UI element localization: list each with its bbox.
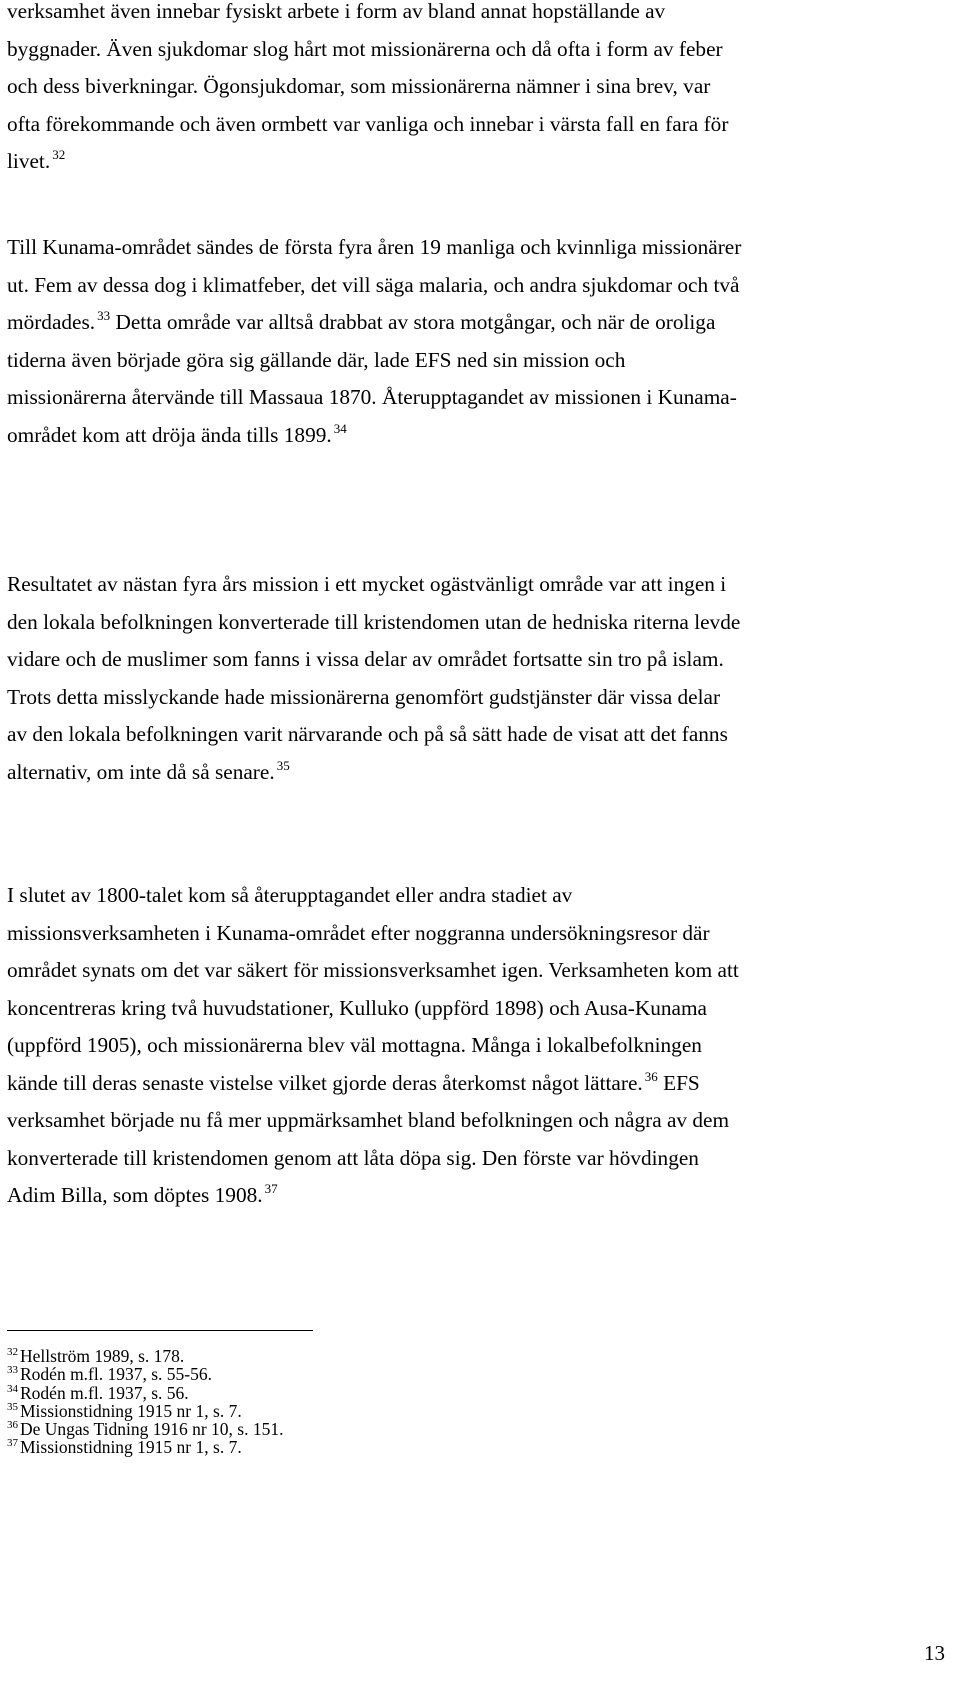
text-line: Till Kunama-området sändes de första fyra åren 19 manliga och kvinnliga missionärer — [7, 235, 742, 259]
text-line: ofta förekommande och även ormbett var vanliga och innebar i värsta fall en fara för — [7, 111, 729, 136]
text-line: Trots detta misslyckande hade missionärerna genomfört gudstjänster där vissa delar — [7, 684, 721, 709]
text-line: alternativ, om inte då så senare. $^{35}$ — [7, 757, 290, 784]
footnote-number: 32 — [7, 1346, 18, 1358]
footnote: $^{35}$ Missionstidning 1915 nr 1, s. 7. — [7, 1400, 242, 1421]
body-paragraph — [7, 877, 739, 1215]
text-line: den lokala befolkningen konverterade till kristendomen utan de hedniska riterna levde — [7, 609, 741, 634]
text-line: kände till deras senaste vistelse vilket gjorde deras återkomst något lättare. $^{36}$ EFS — [7, 1068, 700, 1095]
footnote-number: 33 — [7, 1364, 18, 1377]
text-line: området synats om det var säkert för missionsverksamhet igen. Verksamheten kom att — [7, 958, 739, 982]
text-line: mördades. $^{33}$ Detta område var alltså drabbat av stora motgångar, och när de oroliga — [7, 308, 716, 334]
footnote: $^{36}$ De Ungas Tidning 1916 nr 10, s. 151. — [7, 1419, 284, 1440]
text-line: vidare och de muslimer som fanns i vissa delar av området fortsatte sin tro på islam. — [7, 647, 724, 671]
footnote: $^{33}$ Rodén m.fl. 1937, s. 55-56. — [7, 1364, 213, 1385]
footnote-reference: 33 — [97, 308, 111, 323]
footnote-number: 36 — [7, 1419, 18, 1432]
footnote-number: 35 — [7, 1400, 18, 1413]
text-line: verksamhet började nu få mer uppmärksamhet bland befolkningen och några av dem — [7, 1108, 730, 1132]
text-line: området kom att dröja ända tills 1899. $^{34}$ — [7, 420, 347, 447]
footnotes — [7, 1347, 284, 1457]
text-line: koncentreras kring två huvudstationer, Kulluko (uppförd 1898) och Ausa-Kunama — [7, 995, 707, 1020]
footnote-reference: 32 — [52, 147, 66, 162]
text-line: av den lokala befolkningen varit närvarande och på så sätt hade de visat att det fanns — [7, 722, 728, 746]
text-line: Adim Billa, som döptes 1908. $^{37}$ — [7, 1181, 278, 1207]
footnote-reference: 35 — [276, 757, 290, 773]
text-line: verksamhet även innebar fysiskt arbete i form av bland annat hopställande av — [7, 0, 666, 23]
footnote-reference: 34 — [333, 420, 347, 436]
body-paragraph — [7, 229, 741, 454]
footnote-separator — [7, 1330, 313, 1331]
text-line: missionsverksamheten i Kunama-området efter noggranna undersökningsresor där — [7, 920, 710, 945]
footnote-reference: 36 — [644, 1068, 658, 1084]
text-line: ut. Fem av dessa dog i klimatfeber, det vill säga malaria, och andra sjukdomar och två — [7, 272, 740, 297]
text-line: konverterade till kristendomen genom att låta döpa sig. Den förste var hövdingen — [7, 1145, 699, 1170]
footnote-number: 34 — [7, 1382, 18, 1395]
text-line: byggnader. Även sjukdomar slog hårt mot missionärerna och då ofta i form av feber — [7, 36, 723, 61]
text-line: och dess biverkningar. Ögonsjukdomar, som missionärerna nämner i sina brev, var — [7, 74, 711, 98]
body-paragraph — [7, 0, 728, 181]
page-number: 13 — [924, 1641, 945, 1665]
text-line: tiderna även började göra sig gällande där, lade EFS ned sin mission och — [7, 347, 626, 372]
text-line: (uppförd 1905), och missionärerna blev väl mottagna. Många i lokalbefolkningen — [7, 1033, 702, 1057]
footnote-number: 37 — [7, 1437, 18, 1450]
footnote: $^{37}$ Missionstidning 1915 nr 1, s. 7. — [7, 1437, 242, 1458]
footnote-reference: 37 — [264, 1181, 278, 1196]
text-line: I slutet av 1800-talet kom så återupptagandet eller andra stadiet av — [7, 883, 573, 907]
text-line: Resultatet av nästan fyra års mission i ett mycket ogästvänligt område var att ingen i — [7, 572, 727, 596]
body-paragraph — [7, 566, 740, 791]
footnote: $^{32}$ Hellström 1989, s. 178. — [7, 1346, 185, 1366]
footnote: $^{34}$ Rodén m.fl. 1937, s. 56. — [7, 1382, 189, 1403]
text-line: livet. $^{32}$ — [7, 147, 66, 173]
text-line: missionärerna återvände till Massaua 1870. Återupptagandet av missionen i Kunama- — [7, 385, 737, 409]
